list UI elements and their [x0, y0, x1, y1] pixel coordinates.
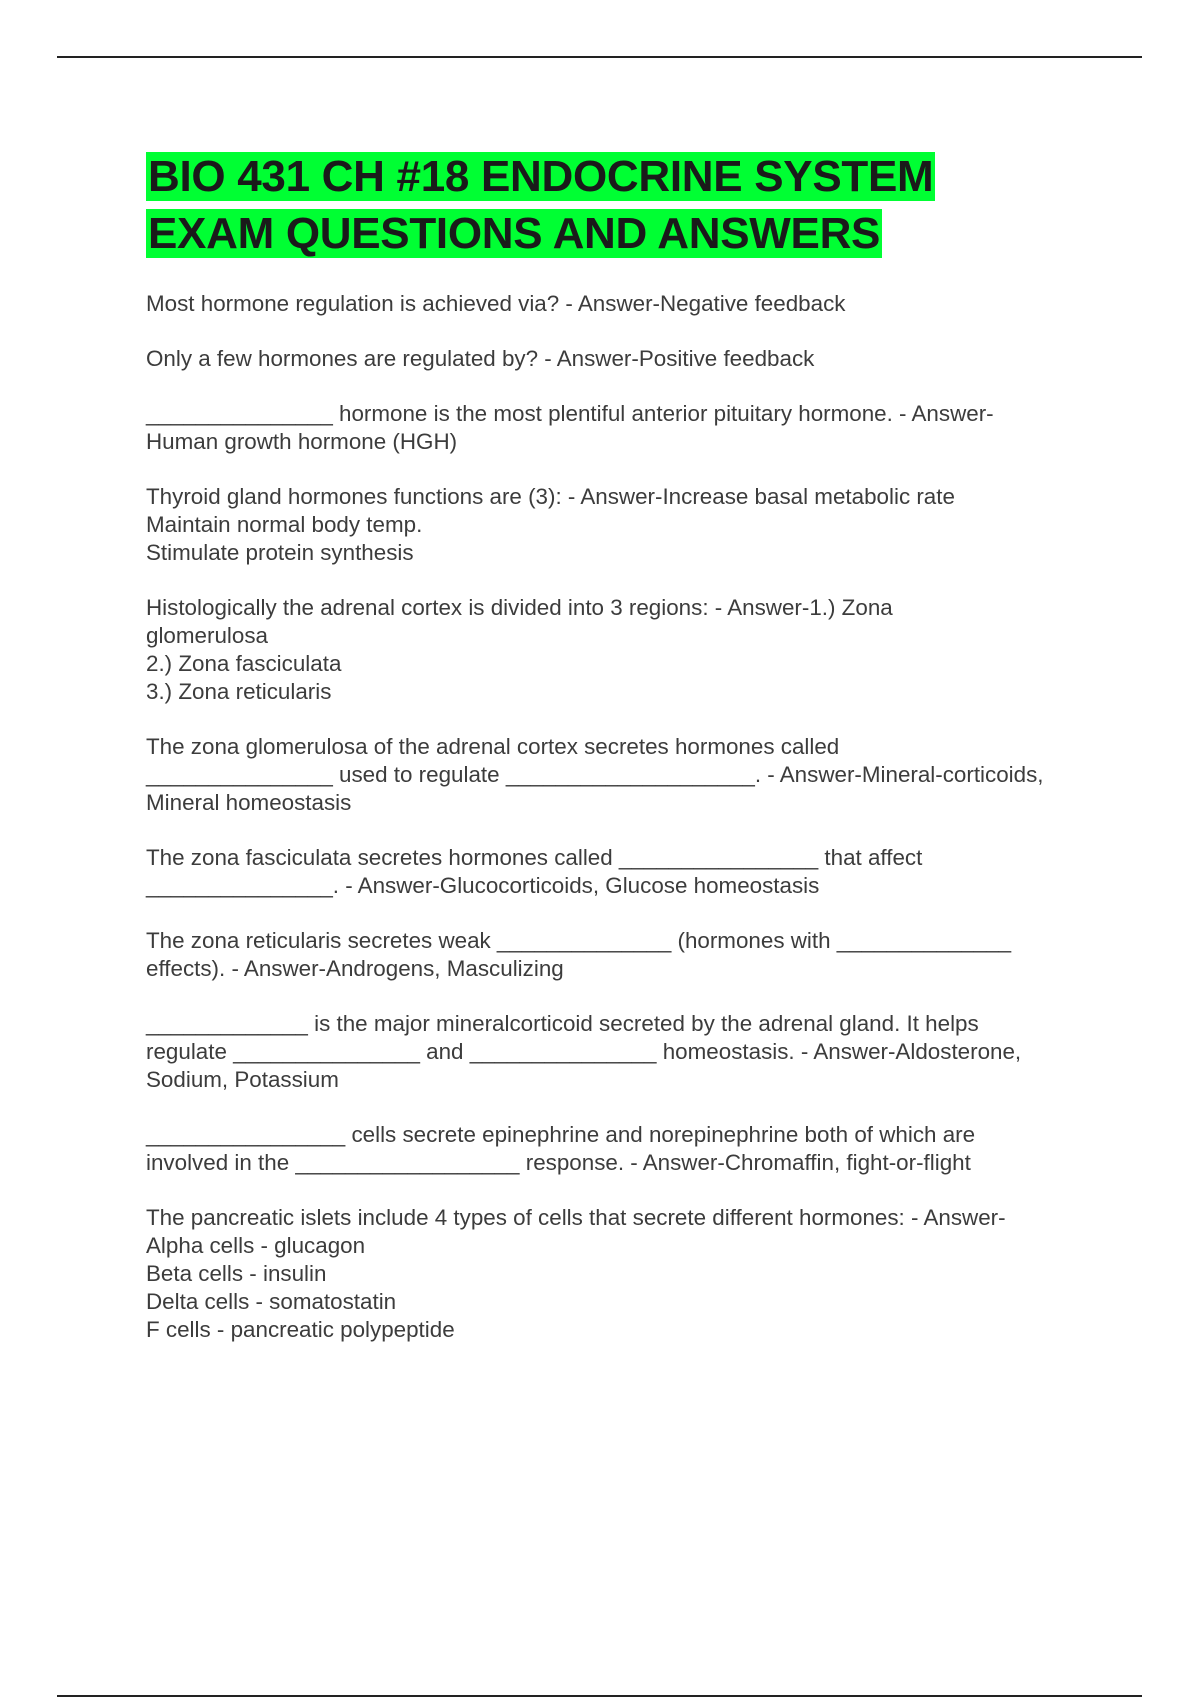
qa-item: [146, 1204, 1076, 1344]
bottom-divider: [57, 1695, 1142, 1697]
qa-line: The zona reticularis secretes weak ______________ (hormones with ______________: [146, 928, 1012, 953]
qa-line: Sodium, Potassium: [146, 1067, 339, 1092]
qa-line: ________________ cells secrete epinephrine and norepinephrine both of which are: [146, 1122, 976, 1147]
qa-item: [146, 844, 1076, 900]
qa-line: _____________ is the major mineralcorticoid secreted by the adrenal gland. It helps: [146, 1011, 979, 1036]
qa-line: glomerulosa: [146, 623, 268, 648]
qa-item: [146, 1010, 1076, 1094]
qa-line: 3.) Zona reticularis: [146, 679, 332, 704]
document-title: [146, 148, 1076, 262]
qa-item: [146, 290, 1076, 318]
qa-line: regulate _______________ and _______________ homeostasis. - Answer-Aldosterone,: [146, 1039, 1022, 1064]
qa-line: _______________ hormone is the most plentiful anterior pituitary hormone. - Answer-: [146, 401, 994, 426]
qa-line: The zona glomerulosa of the adrenal cortex secretes hormones called: [146, 734, 840, 759]
qa-line: involved in the __________________ response. - Answer-Chromaffin, fight-or-flight: [146, 1150, 971, 1175]
qa-line: Beta cells - insulin: [146, 1261, 327, 1286]
qa-line: The zona fasciculata secretes hormones called ________________ that affect: [146, 845, 923, 870]
qa-item: [146, 927, 1076, 983]
qa-line: 2.) Zona fasciculata: [146, 651, 342, 676]
qa-line: effects). - Answer-Androgens, Masculizing: [146, 956, 564, 981]
qa-item: [146, 594, 1076, 706]
qa-line: Thyroid gland hormones functions are (3): - Answer-Increase basal metabolic rate: [146, 484, 955, 509]
qa-line: Histologically the adrenal cortex is divided into 3 regions: - Answer-1.) Zona: [146, 595, 893, 620]
document-body: [146, 148, 1076, 1371]
qa-list: [146, 290, 1076, 1344]
document-title-line-2: EXAM QUESTIONS AND ANSWERS: [148, 209, 881, 258]
qa-line: Most hormone regulation is achieved via? - Answer-Negative feedback: [146, 291, 846, 316]
qa-item: [146, 1121, 1076, 1177]
qa-line: F cells - pancreatic polypeptide: [146, 1317, 455, 1342]
qa-item: [146, 345, 1076, 373]
qa-line: Alpha cells - glucagon: [146, 1233, 366, 1258]
top-divider: [57, 56, 1142, 58]
qa-line: Stimulate protein synthesis: [146, 540, 414, 565]
qa-item: [146, 483, 1076, 567]
qa-line: The pancreatic islets include 4 types of cells that secrete different hormones: - Answer-: [146, 1205, 1006, 1230]
qa-line: Human growth hormone (HGH): [146, 429, 458, 454]
qa-item: [146, 400, 1076, 456]
qa-line: Mineral homeostasis: [146, 790, 352, 815]
qa-item: [146, 733, 1076, 817]
document-title-line-1: BIO 431 CH #18 ENDOCRINE SYSTEM: [148, 152, 934, 201]
qa-line: Delta cells - somatostatin: [146, 1289, 397, 1314]
qa-line: _______________ used to regulate ____________________. - Answer-Mineral-corticoids,: [146, 762, 1044, 787]
qa-line: Maintain normal body temp.: [146, 512, 423, 537]
qa-line: _______________. - Answer-Glucocorticoids, Glucose homeostasis: [146, 873, 820, 898]
qa-line: Only a few hormones are regulated by? - Answer-Positive feedback: [146, 346, 815, 371]
